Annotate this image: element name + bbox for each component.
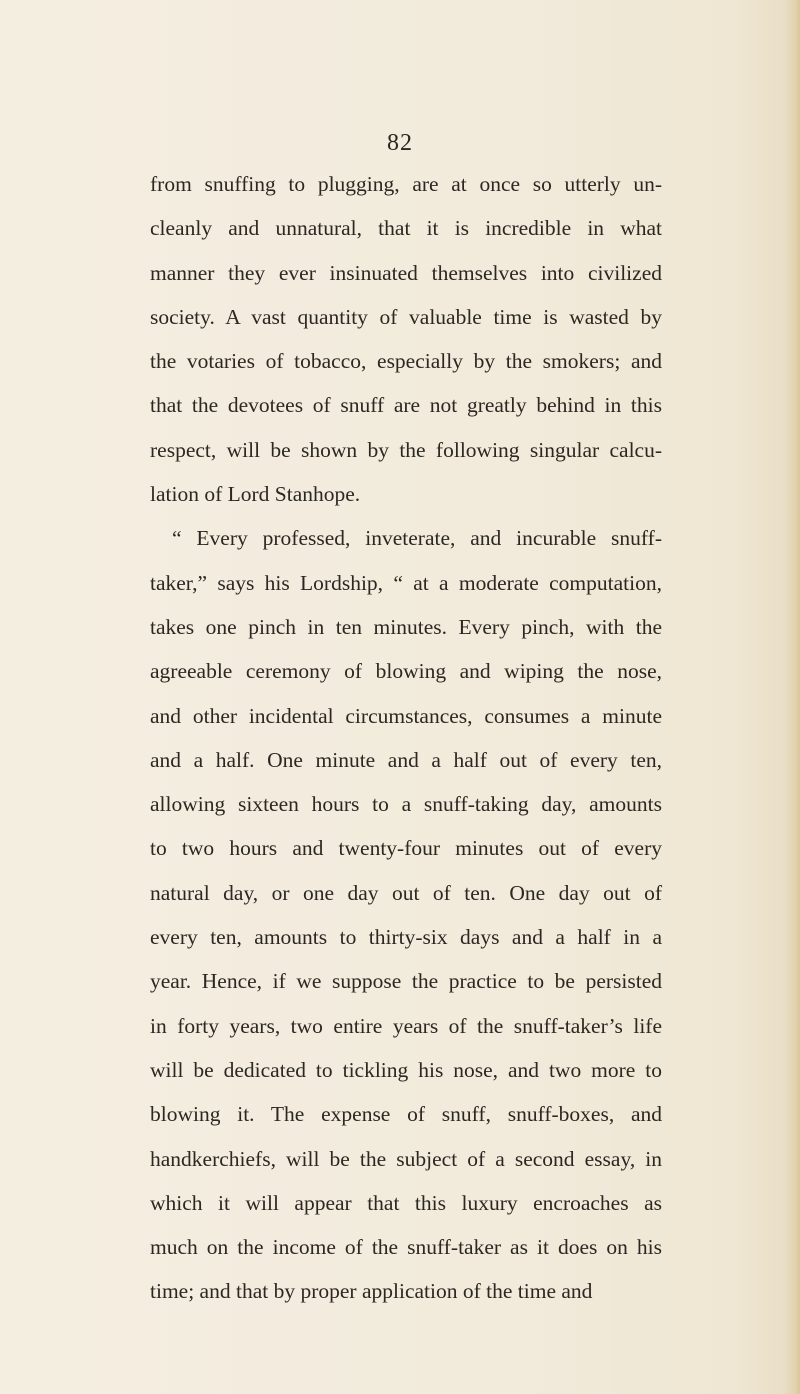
text-line: which it will appear that this luxury encroaches as <box>150 1190 662 1215</box>
text-line: to two hours and twenty-four minutes out of every <box>150 836 662 861</box>
page-edge-shadow <box>784 0 800 1394</box>
text-line: respect, will be shown by the following singular calcu- <box>150 437 662 462</box>
text-line: year. Hence, if we suppose the practice to be persisted <box>150 969 662 994</box>
text-line: every ten, amounts to thirty-six days and a half in a <box>150 925 662 950</box>
body-text <box>150 162 662 1314</box>
text-line: from snuffing to plugging, are at once so utterly un- <box>150 172 662 196</box>
text-line: that the devotees of snuff are not greatly behind in this <box>150 393 662 418</box>
text-line: takes one pinch in ten minutes. Every pinch, with the <box>150 614 662 639</box>
text-line: taker,” says his Lordship, “ at a moderate computation, <box>150 570 662 595</box>
text-line: and a half. One minute and a half out of every ten, <box>150 747 662 772</box>
text-line: in forty years, two entire years of the snuff-taker’s life <box>150 1013 662 1038</box>
text-line: cleanly and unnatural, that it is incredible in what <box>150 216 662 241</box>
text-line: much on the income of the snuff-taker as it does on his <box>150 1235 662 1260</box>
text-line: blowing it. The expense of snuff, snuff-boxes, and <box>150 1102 662 1127</box>
text-line: allowing sixteen hours to a snuff-taking day, amounts <box>150 792 662 817</box>
text-line: “ Every professed, inveterate, and incurable snuff- <box>172 526 662 551</box>
text-line: will be dedicated to tickling his nose, and two more to <box>150 1057 662 1082</box>
text-line: the votaries of tobacco, especially by the smokers; and <box>150 349 662 374</box>
text-line: handkerchiefs, will be the subject of a second essay, in <box>150 1146 662 1171</box>
text-line: lation of Lord Stanhope. <box>150 482 361 507</box>
page-number: 82 <box>387 130 413 156</box>
text-line: time; and that by proper application of the time and <box>150 1279 593 1304</box>
text-line: and other incidental circumstances, consumes a minute <box>150 703 662 728</box>
text-line: manner they ever insinuated themselves into civilized <box>150 260 662 285</box>
text-line: society. A vast quantity of valuable time is wasted by <box>150 304 662 329</box>
text-line: agreeable ceremony of blowing and wiping the nose, <box>150 659 662 684</box>
text-line: natural day, or one day out of ten. One day out of <box>150 880 662 905</box>
